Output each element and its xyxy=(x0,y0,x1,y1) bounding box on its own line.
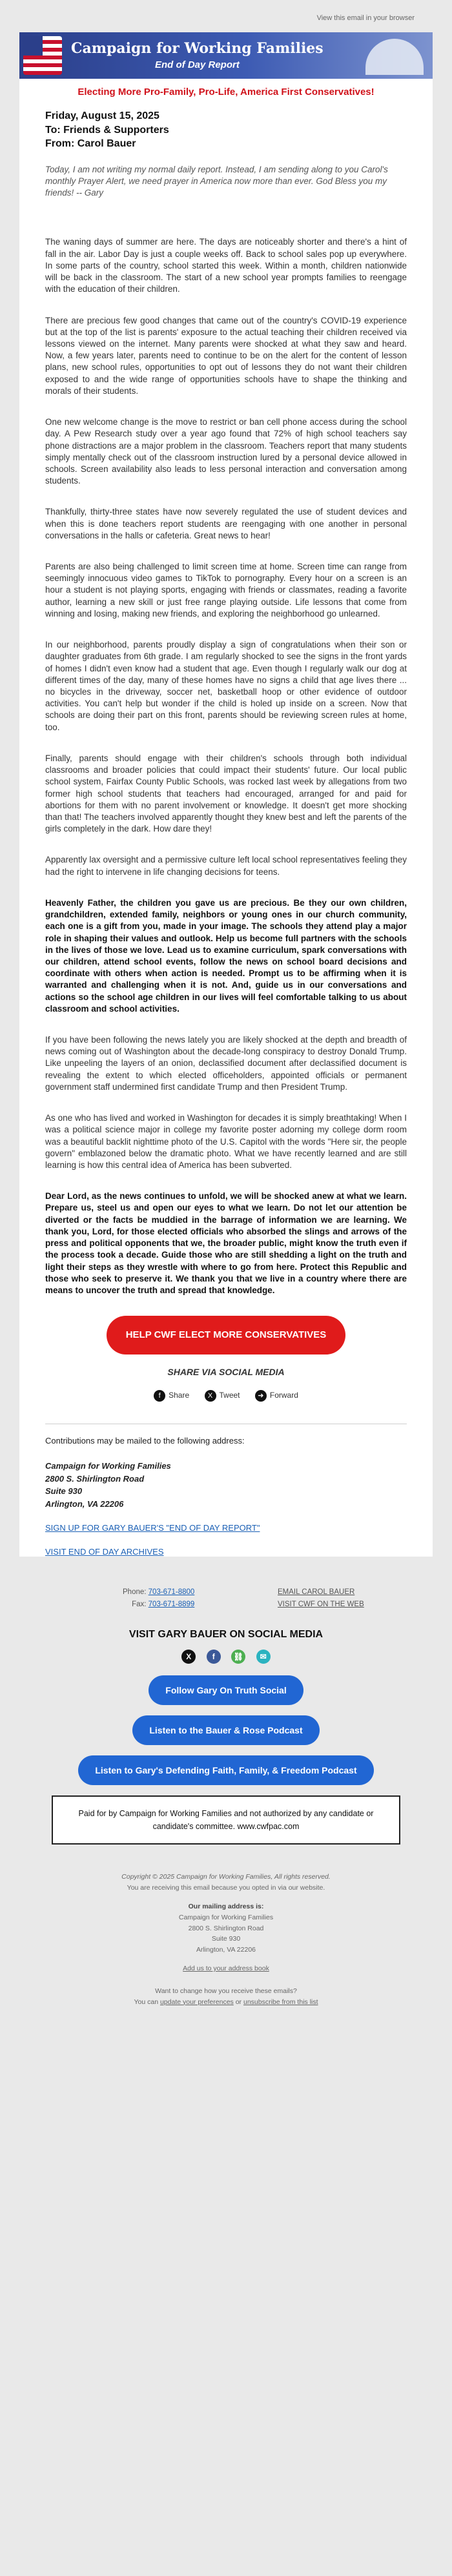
button-wrapper xyxy=(0,1755,452,1785)
copyright: Copyright © 2025 Campaign for Working Families, All rights reserved. xyxy=(121,1873,331,1881)
phone-fax: Phone: 703-671-8800 Fax: 703-671-8899 xyxy=(123,1588,195,1608)
link-icon[interactable]: ⛓ xyxy=(231,1650,245,1664)
paragraph: As one who has lived and worked in Washington for decades it is simply breathtaking! When I was a political science major in college my favorite poster adorning my college dorm room was a beautiful backlit nighttime photo of the U.S. Capitol with the words "Here sir, the people govern" emblazoned below the dramatic photo. What we have recently learned and are still learning is how this central idea of America has been subverted. xyxy=(45,1113,407,1170)
truth-social-button[interactable]: Follow Gary On Truth Social xyxy=(149,1675,303,1705)
tagline: Electing More Pro-Family, Pro-Life, America First Conservatives! xyxy=(77,87,375,97)
banner-subtitle: End of Day Report xyxy=(155,59,240,70)
footer: Copyright © 2025 Campaign for Working Families, All rights reserved. You are receiving this email because you opted in via our website. Our mailing address is: Campaign for Working Families 2800 S. Shirlington Road Suite 930 Arlington, VA 22206 Add us to your address book Want to change how you receive these emails? You can update your preferences or unsubscribe from this list xyxy=(0,1845,452,2033)
facebook-icon: f xyxy=(154,1390,165,1402)
signup-link[interactable]: SIGN UP FOR GARY BAUER'S "END OF DAY REPORT" xyxy=(45,1523,260,1533)
paragraph: There are precious few good changes that came out of the country's COVID-19 experience but at the top of the list is parents' exposure to the actual teaching their children received via lessons viewed on the internet. Many parents were shocked at what they saw and heard. Now, a few years later, parents need to continue to be on the alert for the content of lesson plans, new school rules, opportunities to opt out of lessons they do not want their children exposed to and the wide range of opportunities schools have to shape the thinking and morals of their students. xyxy=(45,315,407,396)
cta-wrapper xyxy=(45,1316,407,1354)
report-date: Friday, August 15, 2025 xyxy=(45,110,159,121)
view-in-browser-link[interactable]: View this email in your browser xyxy=(316,14,415,22)
report-header xyxy=(45,109,407,151)
unsubscribe-link[interactable]: unsubscribe from this list xyxy=(243,1998,318,2006)
prayer-paragraph: Heavenly Father, the children you gave us are precious. Be they our own children, grandchildren, extended family, neighbors or young ones in our church community, each one is a gift from you, made in your image. The schools they attend play a major role in shaping their values and outlook. Help us become full partners with the schools in the lives of those we love. Lead us to examine curriculum, spark conversations with our children, attend school events, follow the news on school board decisions and coordinate with others when action is needed. Prompt us to be affirming when it is warranted and challenging when it is not. And, guide us in our conversations and actions so the school age children in our lives will feel comfortable talking to us about classroom and school activities. xyxy=(45,897,407,1014)
x-icon[interactable]: X xyxy=(181,1650,196,1664)
phone-link[interactable]: 703-671-8800 xyxy=(148,1588,195,1597)
preferences-line: You can update your preferences or unsubscribe from this list xyxy=(134,1998,318,2006)
change-note: Want to change how you receive these emails? xyxy=(155,1987,297,1995)
banner-title: Campaign for Working Families xyxy=(71,40,324,57)
share-forward-button[interactable]: ➜ Forward xyxy=(255,1390,298,1402)
email-body xyxy=(19,32,433,1557)
mail-intro: Contributions may be mailed to the following address: xyxy=(45,1436,245,1446)
share-facebook-button[interactable]: f Share xyxy=(154,1390,189,1402)
header-banner xyxy=(19,32,433,79)
flag-icon xyxy=(23,36,62,75)
contact-info xyxy=(19,1571,433,1628)
social-icons xyxy=(0,1650,452,1664)
footer-area xyxy=(0,1571,452,2033)
optin-note: You are receiving this email because you opted in via our website. xyxy=(127,1884,325,1892)
update-preferences-link[interactable]: update your preferences xyxy=(159,1998,234,2006)
share-row xyxy=(45,1390,407,1402)
button-wrapper xyxy=(0,1715,452,1745)
topbar xyxy=(0,0,452,32)
paid-for-disclaimer: Paid for by Campaign for Working Families and not authorized by any candidate or candidate's committee. www.cwfpac.com xyxy=(52,1795,400,1845)
paragraph: Parents are also being challenged to limit screen time at home. Screen time can range from seemingly innocuous video games to TikTok to pornography. Every hour on a screen is an hour a student is not playing sports, engaging with friends or classmates, reading a favorite author, learning a new skill or just free range playing outside. Life lessons that come from winning and losing, making new friends, and exploring the neighborhood go unlearned. xyxy=(45,562,407,618)
archives-link[interactable]: VISIT END OF DAY ARCHIVES xyxy=(45,1547,164,1557)
x-icon: X xyxy=(205,1390,216,1402)
mailing-section xyxy=(19,1424,433,1557)
paragraph: Thankfully, thirty-three states have now severely regulated the use of student devices and when this is done teachers report students are reengaging with one another in personal conversations in the halls or cafeteria. Great news to hear! xyxy=(45,507,407,540)
paragraph: Finally, parents should engage with their children's schools through both individual classrooms and broader policies that could impact their students' future. Our local public school system, Fairfax County Public Schools, was rocked last week by allegations from two former high school students that teachers had encouraged, arranged for and paid for abortions for them with no parent involvement or knowledge. It doesn't get more shocking than that! The teachers involved apparently thought they knew best and left the parents of the girls completely in the dark. How dare they! xyxy=(45,753,407,834)
paragraph: One new welcome change is the move to restrict or ban cell phone access during the school day. A Pew Research study over a year ago found that 72% of high school teachers say phone distractions are a major problem in the classroom. Teachers report that many students simply mentally check out of the classroom instruction lured by a personal device allowed in schools. Screen availability also leads to less personal interaction and conversation among students. xyxy=(45,417,407,486)
address-book-link[interactable]: Add us to your address book xyxy=(183,1964,269,1972)
email-icon[interactable]: ✉ xyxy=(256,1650,271,1664)
paragraph: If you have been following the news lately you are likely shocked at the depth and breadth of news coming out of Washington about the decade-long conspiracy to destroy Donald Trump. Like unpeeling the layers of an onion, declassified document after declassified document is revealing the extent to which elected officeholders, appointed officials or permanent government staff undermined first candidate Trump and then President Trump. xyxy=(45,1035,407,1092)
report-from: From: Carol Bauer xyxy=(45,138,136,150)
contact-links xyxy=(278,1586,364,1610)
social-title: VISIT GARY BAUER ON SOCIAL MEDIA xyxy=(128,1629,324,1641)
capitol-dome-icon xyxy=(365,39,424,75)
facebook-icon[interactable]: f xyxy=(207,1650,221,1664)
cwfpac-link[interactable]: www.cwfpac.com xyxy=(237,1822,300,1832)
donate-cta-button[interactable]: HELP CWF ELECT MORE CONSERVATIVES xyxy=(107,1316,346,1354)
forward-icon: ➜ xyxy=(255,1390,267,1402)
prayer-paragraph: Dear Lord, as the news continues to unfold, we will be shocked anew at what we learn. Prepare us, steel us and open our eyes to what we learn. Do not let our attention be diverted or the facts be muddied in the barrage of information we are learning. We thank you, Lord, for those elected officials who absorbed the slings and arrows of the press and political opponents that we, the broader public, might know the truth even if the process took a decade. Guide those who are still shedding a light on the truth and light their steps as they wrestle with where to go from here. Protect this Republic and those who seek to preserve it. We thank you that we live in a country where there are means to uncover the truth and spread that knowledge. xyxy=(45,1191,407,1295)
share-tweet-button[interactable]: X Tweet xyxy=(205,1390,240,1402)
button-wrapper xyxy=(0,1675,452,1705)
mailing-address: Campaign for Working Families 2800 S. Shirlington Road Suite 930 Arlington, VA 22206 xyxy=(45,1461,171,1509)
fax-link[interactable]: 703-671-8899 xyxy=(148,1600,195,1608)
bauer-rose-podcast-button[interactable]: Listen to the Bauer & Rose Podcast xyxy=(132,1715,319,1745)
report-content xyxy=(19,109,433,1402)
defending-podcast-button[interactable]: Listen to Gary's Defending Faith, Family, & Freedom Podcast xyxy=(78,1755,373,1785)
paragraph: In our neighborhood, parents proudly display a sign of congratulations when their son or daughter graduates from 6th grade. I am regularly shocked to see the signs in the front yards of homes I didn't even know had a student that age. Even though I regularly walk our dog at different times of the day, many of these homes have no signs a child that age lives there ... no bicycles in the driveway, soccer net, basketball hoop or other evidence of outdoor activities. You can't help but wonder if the child is holed up inside on a screen. Now that schools are doing their part on this front, parents should be reviewing screen rules at home, too. xyxy=(45,640,407,732)
paragraph: Apparently lax oversight and a permissive culture left local school representatives feeling they had the right to intervene in life changing decisions for teens. xyxy=(45,855,407,877)
paragraph: The waning days of summer are here. The days are noticeably shorter and there's a hint of fall in the air. Labor Day is just a couple weeks off. Back to school sales pop up everywhere. In some parts of the country, school started this week. Within a month, children nationwide will be back in the classroom. The start of a new school year prompts families to reengage with the education of their children. xyxy=(45,237,407,294)
share-title: SHARE VIA SOCIAL MEDIA xyxy=(167,1367,285,1378)
intro-note: Today, I am not writing my normal daily report. Instead, I am sending along to you Carol's monthly Prayer Alert, we need prayer in America now more than ever. God Bless you my friends! -- Gary xyxy=(45,164,388,198)
mailing-label: Our mailing address is: xyxy=(188,1902,264,1910)
visit-cwf-link[interactable]: VISIT CWF ON THE WEB xyxy=(278,1600,364,1608)
email-carol-link[interactable]: EMAIL CAROL BAUER xyxy=(278,1588,355,1597)
report-to: To: Friends & Supporters xyxy=(45,124,169,136)
